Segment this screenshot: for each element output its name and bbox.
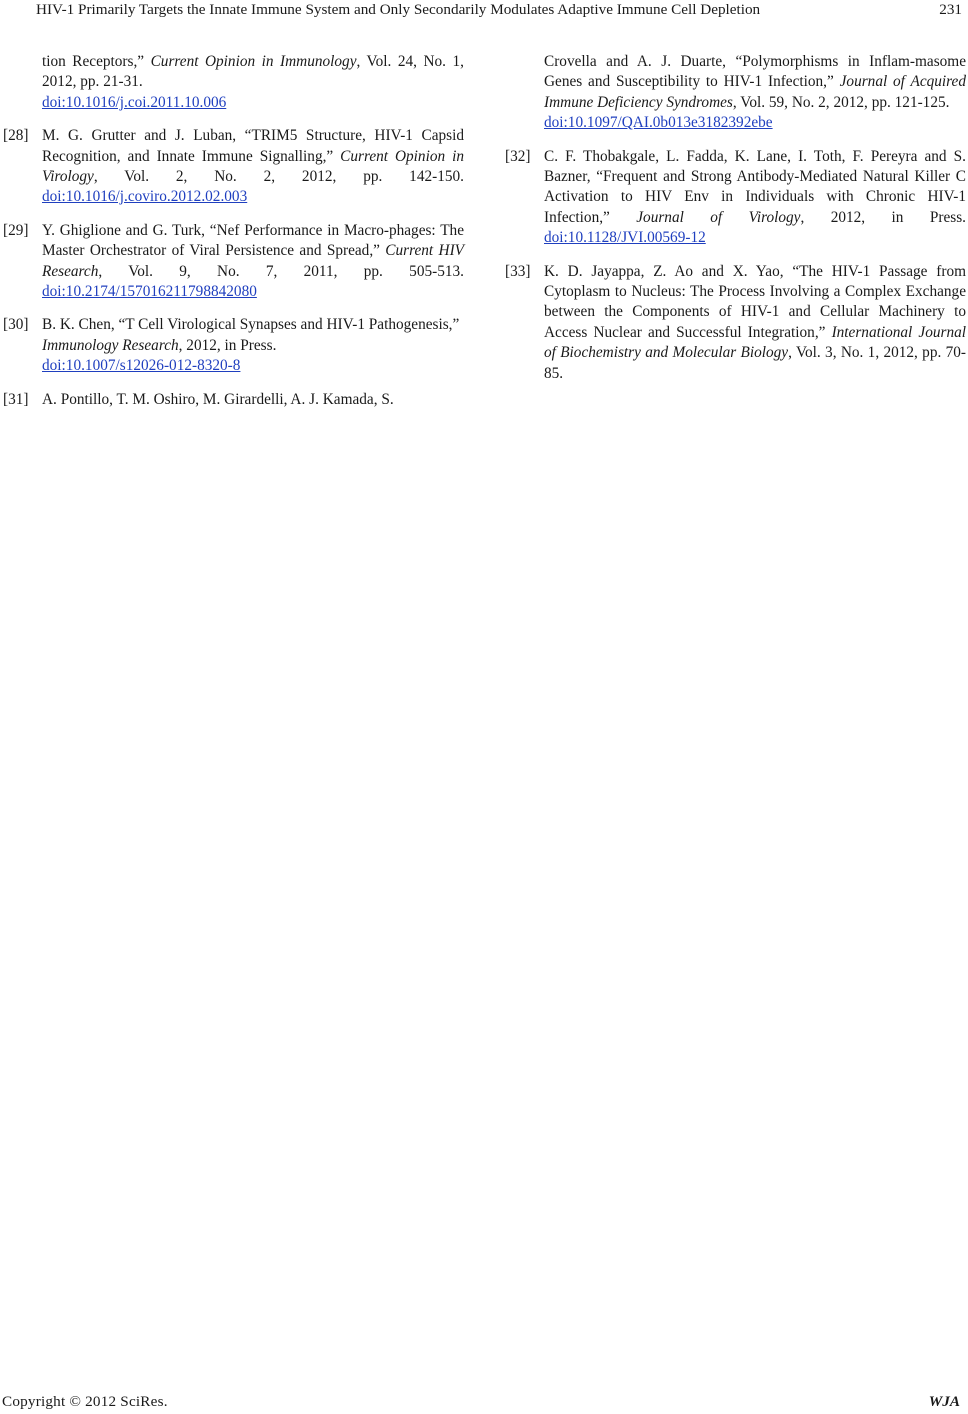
doi-link[interactable]: doi:10.1128/JVI.00569-12 bbox=[544, 229, 706, 247]
reference-continuation bbox=[0, 52, 464, 113]
reference-journal: Current Opinion in Virology bbox=[42, 147, 464, 186]
reference-29 bbox=[0, 221, 464, 303]
reference-text: Crovella and A. J. Duarte, “Polymorphisms in Inflam-masome Genes and Susceptibility to HIV-1 Infection,” bbox=[544, 53, 966, 91]
reference-details: , Vol. 9, No. 7, 2011, pp. 505-513. bbox=[98, 262, 464, 280]
reference-31 bbox=[0, 390, 464, 410]
doi-link[interactable]: doi:10.1016/j.coi.2011.10.006 bbox=[42, 93, 227, 111]
copyright-notice: Copyright © 2012 SciRes. bbox=[2, 1393, 168, 1410]
doi-link[interactable]: doi:10.1097/QAI.0b013e3182392ebe bbox=[544, 114, 773, 132]
reference-text: Y. Ghiglione and G. Turk, “Nef Performance in Macro-phages: The Master Orchestrator of Viral Persistence and Spread,” bbox=[42, 221, 464, 260]
left-column bbox=[0, 52, 464, 423]
reference-text: C. F. Thobakgale, L. Fadda, K. Lane, I. Toth, F. Pereyra and S. Bazner, “Frequent and Strong Antibody-Mediated Natural Killer C Activation to HIV Env in Individuals with Chronic HIV-1 Infection,” bbox=[544, 147, 966, 226]
reference-journal: Immunology Research bbox=[42, 336, 179, 354]
reference-journal: Current HIV Research bbox=[42, 242, 465, 280]
reference-text: K. D. Jayappa, Z. Ao and X. Yao, “The HIV-1 Passage from Cytoplasm to Nucleus: The Process Involving a Complex Exchange between the Components of HIV-1 and Cellular Machinery to Access Nuclear and Successful Integration,” bbox=[544, 262, 966, 341]
reference-journal: International Journal of Biochemistry and Molecular Biology bbox=[544, 323, 966, 362]
page-header bbox=[22, 0, 962, 24]
reference-30 bbox=[0, 315, 464, 376]
reference-28 bbox=[0, 126, 464, 208]
reference-number: [31] bbox=[3, 390, 29, 408]
reference-number: [33] bbox=[505, 262, 531, 280]
reference-details: , 2012, in Press. bbox=[800, 208, 967, 226]
reference-text: tion Receptors,” bbox=[42, 53, 151, 70]
page-number: 231 bbox=[939, 1, 962, 18]
doi-link[interactable]: doi:10.1007/s12026-012-8320-8 bbox=[42, 357, 241, 375]
reference-details: , Vol. 24, No. 1, 2012, pp. 21-31. bbox=[42, 53, 464, 91]
reference-text: M. G. Grutter and J. Luban, “TRIM5 Structure, HIV-1 Capsid Recognition, and Innate Immune Signalling,” bbox=[42, 127, 464, 165]
reference-33 bbox=[502, 262, 966, 384]
right-column bbox=[502, 52, 966, 397]
reference-details: , 2012, in Press. bbox=[178, 336, 277, 354]
doi-link[interactable]: doi:10.1016/j.coviro.2012.02.003 bbox=[42, 188, 248, 206]
reference-continuation bbox=[502, 52, 966, 134]
reference-journal: Current Opinion in Immunology bbox=[150, 53, 357, 70]
reference-text: A. Pontillo, T. M. Oshiro, M. Girardelli, A. J. Kamada, S. bbox=[42, 390, 394, 408]
reference-details: , Vol. 3, No. 1, 2012, pp. 70-85. bbox=[544, 344, 966, 382]
reference-number: [30] bbox=[3, 316, 29, 334]
reference-details: , Vol. 59, No. 2, 2012, pp. 121-125. bbox=[732, 93, 950, 111]
journal-abbreviation: WJA bbox=[928, 1393, 960, 1410]
page-footer bbox=[0, 1392, 962, 1414]
reference-details: , Vol. 2, No. 2, 2012, pp. 142-150. bbox=[93, 168, 464, 186]
reference-number: [29] bbox=[3, 221, 29, 239]
reference-text: B. K. Chen, “T Cell Virological Synapses and HIV-1 Pathogenesis,” bbox=[42, 316, 460, 334]
reference-journal: Journal of Acquired Immune Deficiency Syndromes bbox=[544, 73, 966, 111]
running-title: HIV-1 Primarily Targets the Innate Immune System and Only Secondarily Modulates Adaptive Immune Cell Depletion bbox=[36, 1, 761, 18]
reference-number: [28] bbox=[3, 127, 29, 145]
reference-number: [32] bbox=[505, 147, 531, 165]
reference-32 bbox=[502, 147, 966, 249]
reference-journal: Journal of Virology bbox=[636, 208, 801, 226]
doi-link[interactable]: doi:10.2174/157016211798842080 bbox=[42, 283, 257, 301]
